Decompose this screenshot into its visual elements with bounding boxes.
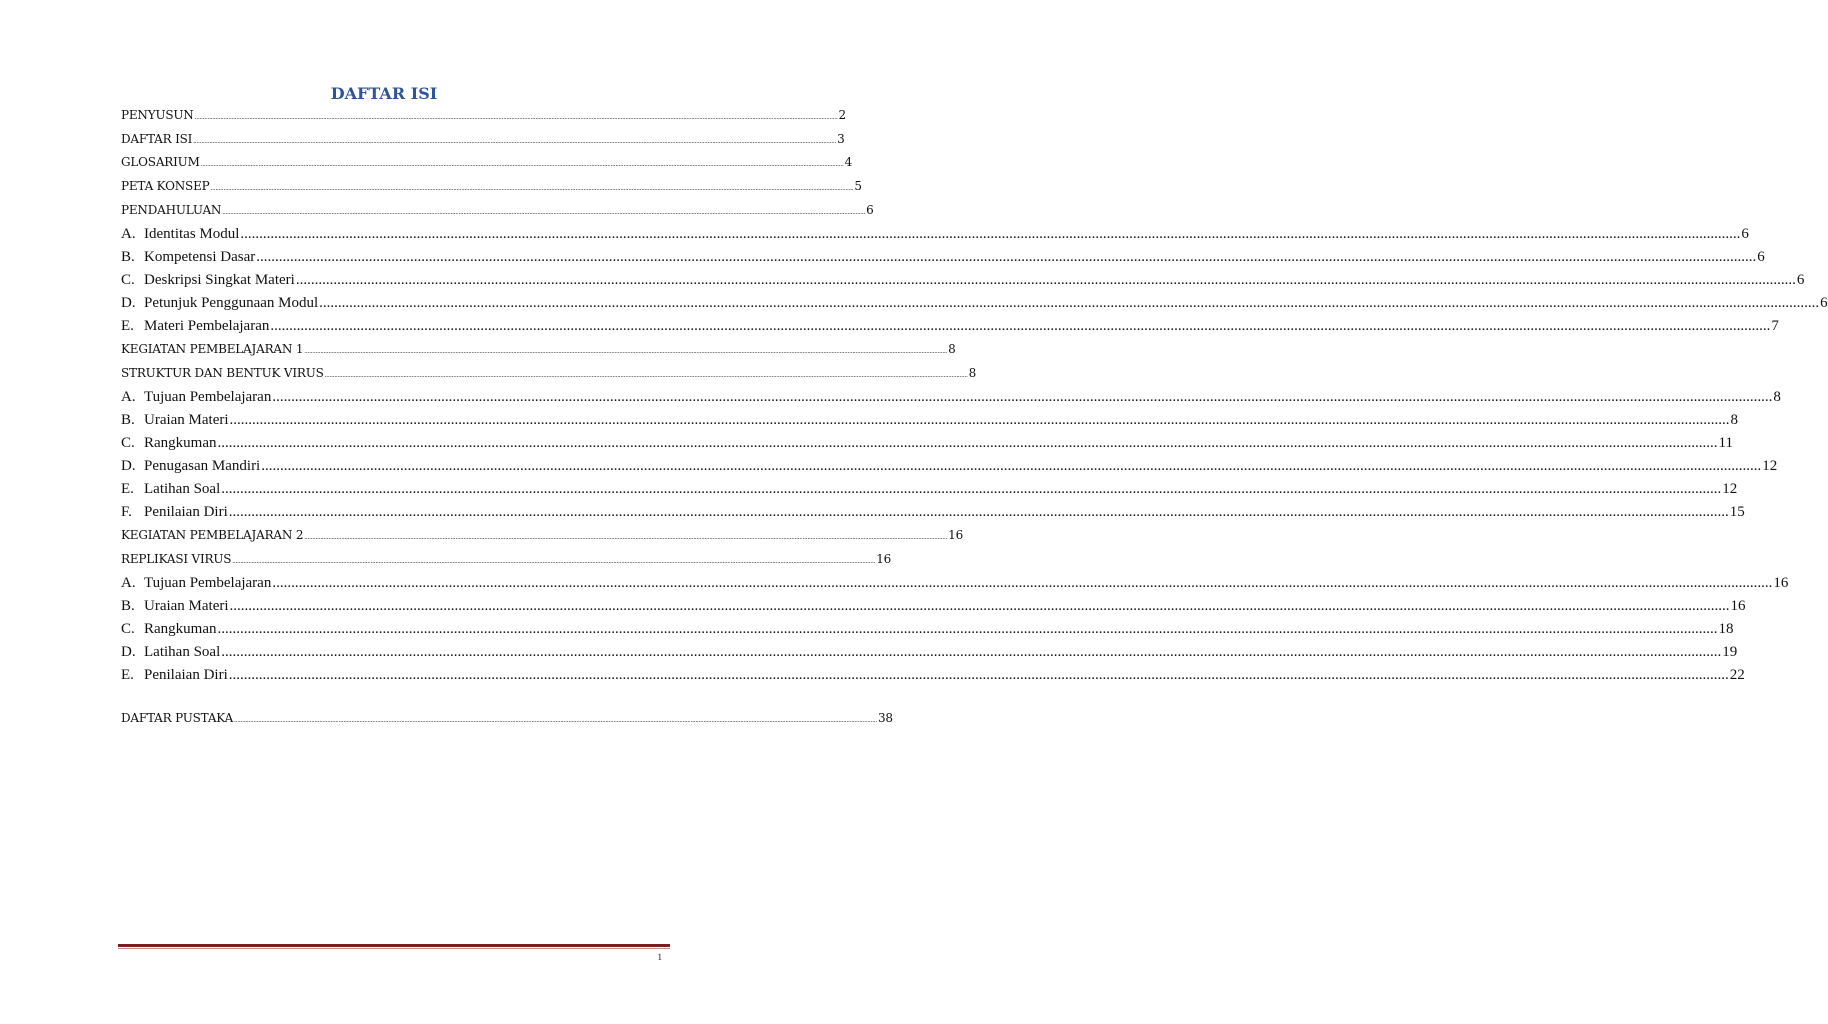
toc-entry-letter: F. (121, 504, 132, 520)
toc-entry-letter: B. (121, 249, 135, 265)
toc-entry-label: GLOSARIUM (121, 155, 200, 169)
toc-entry-label: Deskripsi Singkat Materi (144, 272, 295, 288)
toc-entry-letter: A. (121, 389, 136, 405)
toc-dot-leader: ................................................................................................................................................................................................................................................................................................................................................................................................................ (272, 389, 1773, 405)
toc-dot-leader: ................................................................................................................................................................................................................................................................................................................................................................................................................ (295, 272, 1796, 288)
toc-entry-letter: C. (121, 621, 135, 637)
toc-dot-leader: ................................................................................................................................................................................................................................................................................................................................................................................................................ (304, 348, 948, 355)
toc-entry-page: 5 (854, 179, 862, 193)
toc-entry-page: 3 (837, 132, 845, 146)
toc-entry[interactable] (121, 644, 1738, 661)
toc-entry[interactable] (121, 272, 1805, 289)
toc-entry-label: Latihan Soal (144, 481, 221, 497)
toc-entry-page: 7 (1771, 318, 1779, 334)
toc-entry[interactable] (121, 598, 1746, 615)
toc-entry-label: PETA KONSEP (121, 179, 210, 193)
toc-entry-letter: C. (121, 272, 135, 288)
toc-entry-letter: E. (121, 318, 134, 334)
toc-entry-page: 2 (838, 108, 846, 122)
toc-entry-label: KEGIATAN PEMBELAJARAN 2 (121, 528, 304, 542)
toc-entry[interactable] (121, 389, 1781, 406)
toc-dot-leader: ................................................................................................................................................................................................................................................................................................................................................................................................................ (228, 504, 1729, 520)
toc-entry-label: STRUKTUR DAN BENTUK VIRUS (121, 366, 324, 380)
toc-entry-letter: B. (121, 412, 135, 428)
toc-dot-leader: ................................................................................................................................................................................................................................................................................................................................................................................................................ (232, 558, 876, 565)
toc-dot-leader: ................................................................................................................................................................................................................................................................................................................................................................................................................ (261, 458, 1762, 474)
toc-dot-leader: ................................................................................................................................................................................................................................................................................................................................................................................................................ (194, 114, 838, 121)
toc-dot-leader: ................................................................................................................................................................................................................................................................................................................................................................................................................ (272, 575, 1773, 591)
toc-dot-leader: ................................................................................................................................................................................................................................................................................................................................................................................................................ (234, 717, 877, 724)
toc-entry-page: 6 (1757, 249, 1765, 265)
footer-rule-thin (118, 948, 670, 949)
toc-entry-page: 12 (1722, 481, 1738, 497)
toc-entry[interactable] (121, 226, 1749, 243)
toc-entry-page: 6 (866, 203, 874, 217)
toc-dot-leader: ................................................................................................................................................................................................................................................................................................................................................................................................................ (228, 667, 1729, 683)
toc-entry-letter: D. (121, 644, 136, 660)
toc-entry-page: 8 (968, 366, 977, 380)
toc-entry-label: DAFTAR PUSTAKA (121, 711, 234, 725)
toc-entry[interactable] (121, 132, 845, 146)
toc-entry[interactable] (121, 504, 1745, 521)
toc-dot-leader: ................................................................................................................................................................................................................................................................................................................................................................................................................ (240, 226, 1741, 242)
toc-entry-letter: A. (121, 575, 136, 591)
toc-entry-page: 8 (948, 342, 956, 356)
toc-entry-label: Rangkuman (144, 621, 217, 637)
toc-dot-leader: ................................................................................................................................................................................................................................................................................................................................................................................................................ (270, 318, 1771, 334)
toc-entry[interactable] (121, 179, 862, 193)
toc-entry-label: Penilaian Diri (144, 504, 228, 520)
toc-entry-page: 8 (1773, 389, 1781, 405)
toc-entry-page: 38 (877, 711, 893, 725)
toc-entry-label: Petunjuk Penggunaan Modul (144, 295, 319, 311)
toc-entry[interactable] (121, 435, 1733, 452)
toc-entry-page: 11 (1718, 435, 1733, 451)
toc-entry-page: 16 (1730, 598, 1746, 614)
toc-entry-label: Latihan Soal (144, 644, 221, 660)
toc-entry[interactable] (121, 621, 1734, 638)
toc-entry-page: 19 (1722, 644, 1738, 660)
page-title: DAFTAR ISI (330, 84, 438, 103)
toc-entry-page: 8 (1730, 412, 1739, 428)
toc-entry-letter: B. (121, 598, 135, 614)
toc-entry-label: PENYUSUN (121, 108, 194, 122)
toc-entry-label: Uraian Materi (144, 412, 229, 428)
toc-entry[interactable] (121, 711, 893, 725)
toc-entry-label: Tujuan Pembelajaran (144, 575, 272, 591)
toc-entry-page: 6 (1796, 272, 1805, 288)
toc-entry[interactable] (121, 667, 1745, 684)
toc-entry-page: 4 (844, 155, 852, 169)
toc-dot-leader: ................................................................................................................................................................................................................................................................................................................................................................................................................ (217, 435, 1718, 451)
toc-dot-leader: ................................................................................................................................................................................................................................................................................................................................................................................................................ (210, 185, 854, 192)
toc-entry-letter: E. (121, 667, 134, 683)
toc-entry[interactable] (121, 295, 1828, 312)
toc-entry-label: Kompetensi Dasar (144, 249, 256, 265)
toc-entry-page: 22 (1729, 667, 1745, 683)
toc-entry[interactable] (121, 318, 1779, 335)
toc-entry[interactable] (121, 155, 852, 169)
toc-entry[interactable] (121, 412, 1739, 429)
toc-dot-leader: ................................................................................................................................................................................................................................................................................................................................................................................................................ (200, 161, 844, 168)
toc-entry-letter: D. (121, 295, 136, 311)
toc-dot-leader: ................................................................................................................................................................................................................................................................................................................................................................................................................ (221, 644, 1722, 660)
toc-entry[interactable] (121, 342, 956, 356)
toc-entry-page: 12 (1762, 458, 1778, 474)
toc-dot-leader: ................................................................................................................................................................................................................................................................................................................................................................................................................ (319, 295, 1820, 311)
toc-entry-label: KEGIATAN PEMBELAJARAN 1 (121, 342, 304, 356)
toc-entry[interactable] (121, 108, 846, 122)
toc-entry[interactable] (121, 481, 1738, 498)
toc-entry-label: Penugasan Mandiri (144, 458, 261, 474)
toc-entry-letter: E. (121, 481, 134, 497)
toc-dot-leader: ................................................................................................................................................................................................................................................................................................................................................................................................................ (229, 598, 1730, 614)
toc-entry-page: 15 (1729, 504, 1745, 520)
toc-entry-label: Uraian Materi (144, 598, 229, 614)
toc-entry-label: Tujuan Pembelajaran (144, 389, 272, 405)
toc-entry[interactable] (121, 249, 1765, 266)
toc-dot-leader: ................................................................................................................................................................................................................................................................................................................................................................................................................ (221, 481, 1722, 497)
toc-dot-leader: ................................................................................................................................................................................................................................................................................................................................................................................................................ (217, 621, 1718, 637)
toc-dot-leader: ................................................................................................................................................................................................................................................................................................................................................................................................................ (324, 372, 968, 379)
toc-entry-letter: A. (121, 226, 136, 242)
toc-entry-label: DAFTAR ISI (121, 132, 193, 146)
toc-entry[interactable] (121, 203, 874, 217)
toc-entry-page: 6 (1820, 295, 1828, 311)
toc-dot-leader: ................................................................................................................................................................................................................................................................................................................................................................................................................ (256, 249, 1757, 265)
toc-entry-label: Rangkuman (144, 435, 217, 451)
toc-entry-page: 18 (1718, 621, 1734, 637)
toc-dot-leader: ................................................................................................................................................................................................................................................................................................................................................................................................................ (229, 412, 1730, 428)
toc-entry-label: PENDAHULUAN (121, 203, 222, 217)
toc-entry-label: REPLIKASI VIRUS (121, 552, 232, 566)
toc-entry-label: Identitas Modul (144, 226, 240, 242)
footer-rule (118, 944, 670, 947)
toc-entry-page: 16 (1773, 575, 1789, 591)
toc-dot-leader: ................................................................................................................................................................................................................................................................................................................................................................................................................ (222, 209, 866, 216)
toc-entry-label: Materi Pembelajaran (144, 318, 270, 334)
toc-dot-leader: ................................................................................................................................................................................................................................................................................................................................................................................................................ (304, 534, 948, 541)
toc-entry-page: 16 (876, 552, 892, 566)
toc-entry-letter: C. (121, 435, 135, 451)
toc-entry-letter: D. (121, 458, 136, 474)
toc-entry[interactable] (121, 366, 977, 380)
toc-entry[interactable] (121, 458, 1778, 475)
toc-entry-page: 16 (948, 528, 964, 542)
toc-entry[interactable] (121, 575, 1789, 592)
page-number: 1 (657, 952, 662, 962)
toc-dot-leader: ................................................................................................................................................................................................................................................................................................................................................................................................................ (193, 138, 837, 145)
toc-entry-page: 6 (1741, 226, 1749, 242)
toc-entry[interactable] (121, 552, 892, 566)
toc-entry[interactable] (121, 528, 964, 542)
toc-entry-label: Penilaian Diri (144, 667, 228, 683)
